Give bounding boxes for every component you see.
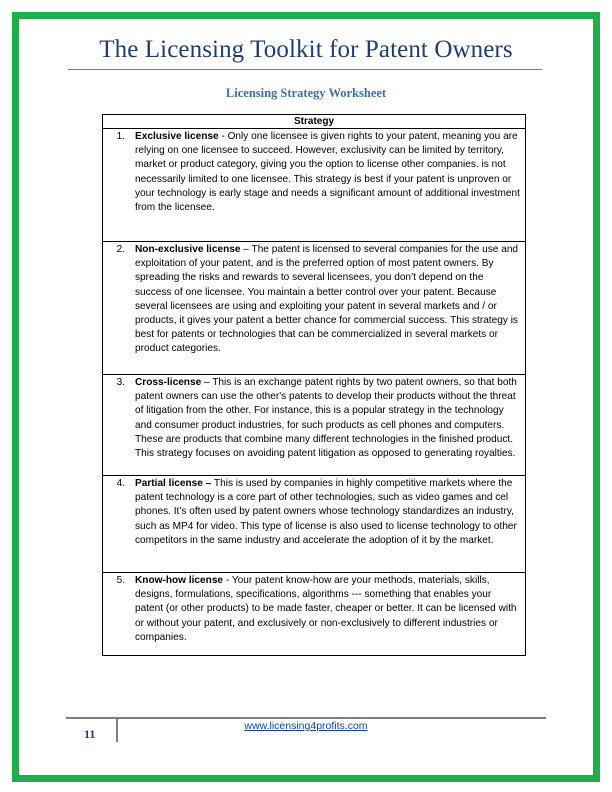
item-text: – The patent is licensed to several companies for the use and exploitation of your patent, and is the preferred option of most patent owners. By spreading the risks and rewards to several licensees, you don’t depend on the success of one licensee. You maintain a better control over your patent. Because several licensees are using and exploiting your patent in several markets and / or products, it gives your patent a better chance for commercial success. This strategy is best for patents or technologies that can be commercialized in several markets or product categories. bbox=[135, 244, 519, 355]
item-number: 2. bbox=[116, 244, 125, 255]
item-term: Cross-license bbox=[135, 377, 202, 388]
table-row bbox=[103, 129, 526, 242]
list-item bbox=[103, 574, 521, 645]
item-body bbox=[135, 130, 521, 215]
item-text: - Your patent know-how are your methods, materials, skills, designs, formulations, specifications, algorithms --- something that enables your patent (or other products) to be made faster, cheaper or better. It can be licensed with or without your patent, and exclusively or non-exclusively to different industries or companies. bbox=[135, 575, 517, 643]
list-item bbox=[103, 376, 521, 461]
page-title: The Licensing Toolkit for Patent Owners bbox=[99, 36, 513, 63]
table-cell bbox=[103, 375, 526, 476]
item-body bbox=[135, 477, 521, 548]
item-number: 1. bbox=[116, 131, 125, 142]
item-text: - Only one licensee is given rights to your patent, meaning you are relying on one licensee to succeed. However, exclusivity can be limited by territory, market or product category, giving you the option to license other companies. is not necessarily limited to one licensee. This strategy is best if your patent is unproven or your technology is early stage and needs a significant amount of additional investment from the licensee. bbox=[135, 131, 520, 214]
item-text: This is used by companies in highly competitive markets where the patent technology is a core part of other technologies, such as video games and cel phones. It’s often used by patent owners whose technology standardizes an industry, such as MP4 for video. This type of license is also used to license technology to other competitors in the same industry and accelerate the adoption of it by the market. bbox=[135, 478, 517, 546]
strategy-column-header: Strategy bbox=[103, 115, 526, 129]
item-number: 5. bbox=[116, 575, 125, 586]
item-body bbox=[135, 376, 521, 461]
title-divider bbox=[68, 69, 542, 70]
item-body bbox=[135, 574, 521, 645]
item-term: Non-exclusive license bbox=[135, 244, 241, 255]
list-item bbox=[103, 243, 521, 357]
list-item bbox=[103, 130, 521, 215]
list-item bbox=[103, 477, 521, 548]
page-number: 11 bbox=[84, 727, 96, 741]
item-number: 3. bbox=[116, 377, 125, 388]
item-number: 4. bbox=[116, 478, 125, 489]
table-row bbox=[103, 476, 526, 573]
table-row bbox=[103, 242, 526, 375]
table-cell bbox=[103, 573, 526, 656]
item-term: Partial license – bbox=[135, 478, 212, 489]
table-cell bbox=[103, 476, 526, 573]
footer-website-link[interactable]: www.licensing4profits.com bbox=[244, 720, 368, 732]
footer-divider bbox=[66, 717, 546, 719]
table-row bbox=[103, 375, 526, 476]
strategy-table bbox=[102, 114, 526, 656]
item-term: Know-how license bbox=[135, 575, 224, 586]
table-cell bbox=[103, 242, 526, 375]
worksheet-subtitle: Licensing Strategy Worksheet bbox=[225, 86, 387, 100]
table-cell bbox=[103, 129, 526, 242]
item-text: – This is an exchange patent rights by two patent owners, so that both patent owners can use the other's patents to develop their products without the threat of litigation from the other. For instance, this is a popular strategy in the technology and consumer product industries, for such products as cell phones and computers. These are products that combine many different technologies in the finished product. This strategy focuses on avoiding patent litigation as opposed to generating royalties. bbox=[135, 377, 517, 460]
item-term: Exclusive license bbox=[135, 131, 219, 142]
table-row bbox=[103, 573, 526, 656]
item-body bbox=[135, 243, 521, 357]
